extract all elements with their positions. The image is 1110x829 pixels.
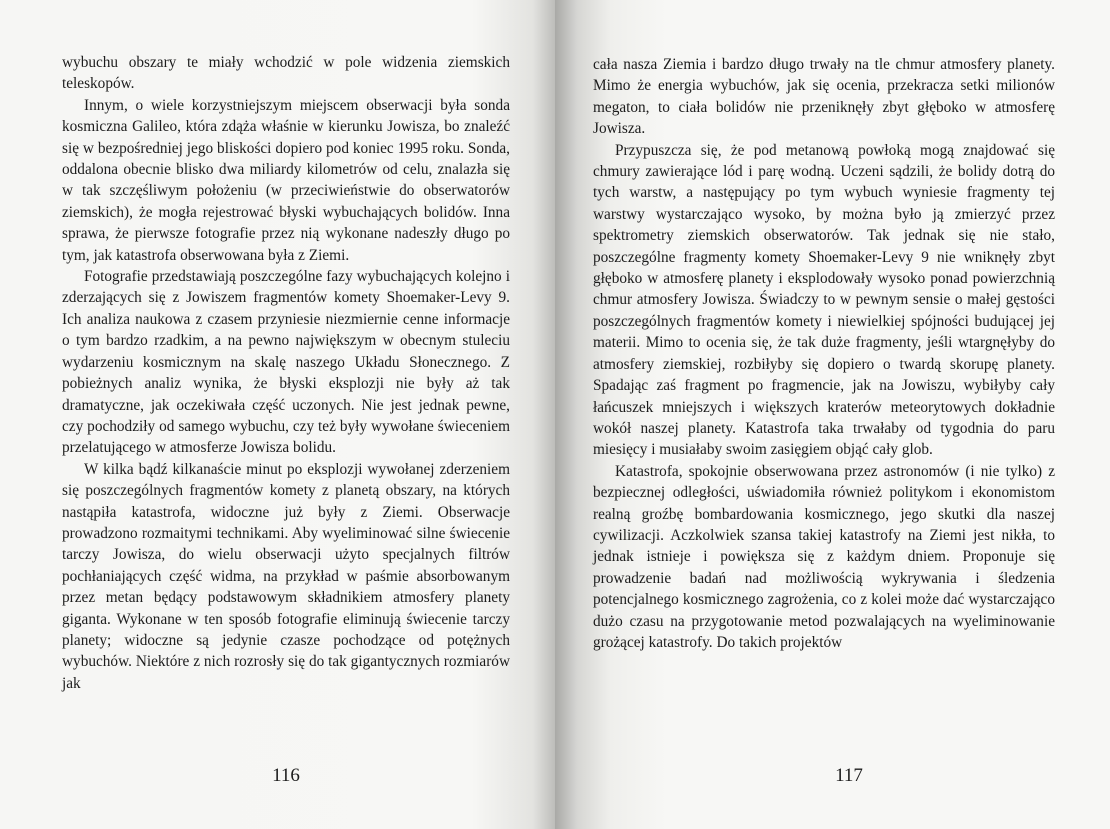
left-page-text bbox=[62, 52, 510, 694]
right-page bbox=[555, 0, 1110, 829]
right-page-text bbox=[593, 54, 1055, 653]
page-number: 117 bbox=[835, 765, 863, 786]
paragraph: wybuchu obszary te miały wchodzić w pole widzenia ziemskich teleskopów. bbox=[62, 54, 510, 93]
paragraph: W kilka bądź kilkanaście minut po eksplozji wywołanej zderzeniem się poszczególnych fragmentów komety z planetą obszary, na których nastąpiła katastrofa, widoczne już były z Ziemi. Obserwacje prowadzono rozmaitymi technikami. Aby wyeliminować silne świecenie tarczy Jowisza, do wielu obserwacji użyto specjalnych filtrów pochłaniających część widma, na przykład w paśmie absorbowanym przez metan będący podstawowym składnikiem atmosfery planety giganta. Wykonane w ten sposób fotografie eliminują świecenie tarczy planety; widoczne są jedynie czasze pochodzące od potężnych wybuchów. Niektóre z nich rozrosły się do tak gigantycznych rozmiarów jak bbox=[62, 460, 510, 692]
page-number: 116 bbox=[272, 765, 300, 786]
paragraph: Katastrofa, spokojnie obserwowana przez astronomów (i nie tylko) z bezpiecznej odległości, uświadomiła również politykom i ekonomistom realną groźbę bombardowania kosmicznego, jego skutki dla naszej cywilizacji. Aczkolwiek szansa takiej katastrofy na Ziemi jest nikła, to jednak istnieje i powiększa się z każdym dniem. Proponuje się prowadzenie badań nad możliwością wykrywania i śledzenia potencjalnego kosmicznego zagrożenia, co z kolei może dać wystarczająco dużo czasu na przygotowanie metod pozwalających na wyeliminowanie grożącej katastrofy. Do takich projektów bbox=[593, 462, 1055, 651]
paragraph: Innym, o wiele korzystniejszym miejscem obserwacji była sonda kosmiczna Galileo, która zdąża właśnie w kierunku Jowisza, bo znaleźć się w bezpośredniej jego bliskości dopiero pod koniec 1995 roku. Sonda, oddalona obecnie blisko dwa miliardy kilometrów od celu, znalazła się w tak szczęśliwym położeniu (w przeciwieństwie do obserwatorów ziemskich), że mogła rejestrować błyski wybuchających bolidów. Inna sprawa, że pierwsze fotografie przez nią wykonane nadeszły długo po tym, jak katastrofa obserwowana była z Ziemi. bbox=[62, 96, 510, 264]
paragraph: Przypuszcza się, że pod metanową powłoką mogą znajdować się chmury zawierające lód i parę wodną. Uczeni sądzili, że bolidy dotrą do tych warstw, a następujący po tym wybuch wyniesie fragmenty tej warstwy wystarczająco wysoko, by można było ją zmierzyć przez spektrometry ziemskich obserwatorów. Tak jednak się nie stało, poszczególne fragmenty komety Shoemaker-Levy 9 nie wniknęły zbyt głęboko w atmosferę planety i eksplodowały wysoko ponad powierzchnią chmur atmosfery Jowisza. Świadczy to w pewnym sensie o małej gęstości poszczególnych fragmentów komety i niewielkiej spójności budującej jej materii. Mimo to ocenia się, że tak duże fragmenty, jeśli wtargnęłyby do atmosfery ziemskiej, rozbiłyby się dopiero o twardą skorupę planety. Spadając zaś fragment po fragmencie, jak na Jowiszu, wybiłyby cały łańcuszek mniejszych i większych kraterów meteorytowych dokładnie wokół naszej planety. Katastrofa taka trwałaby od tygodnia do paru miesięcy i musiałaby swoim zasięgiem objąć cały glob. bbox=[593, 141, 1055, 459]
paragraph: cała nasza Ziemia i bardzo długo trwały na tle chmur atmosfery planety. Mimo że energia wybuchów, jak się ocenia, przekracza setki milionów megaton, to ciała bolidów nie przeniknęły zbyt głęboko w atmosferę Jowisza. bbox=[593, 56, 1055, 138]
paragraph: Fotografie przedstawiają poszczególne fazy wybuchających kolejno i zderzających się z Jowiszem fragmentów komety Shoemaker-Levy 9. Ich analiza naukowa z czasem przyniesie niezmiernie cenne informacje o tym bardzo rzadkim, a na pewno największym w obecnym stuleciu wydarzeniu kosmicznym na skalę naszego Układu Słonecznego. Z pobieżnych analiz wynika, że błyski eksplozji nie były aż tak dramatyczne, jak oczekiwała część uczonych. Nie jest jednak pewne, czy pochodziły od samego wybuchu, czy też były wywołane świeceniem przelatującego w atmosferze Jowisza bolidu. bbox=[62, 268, 510, 457]
